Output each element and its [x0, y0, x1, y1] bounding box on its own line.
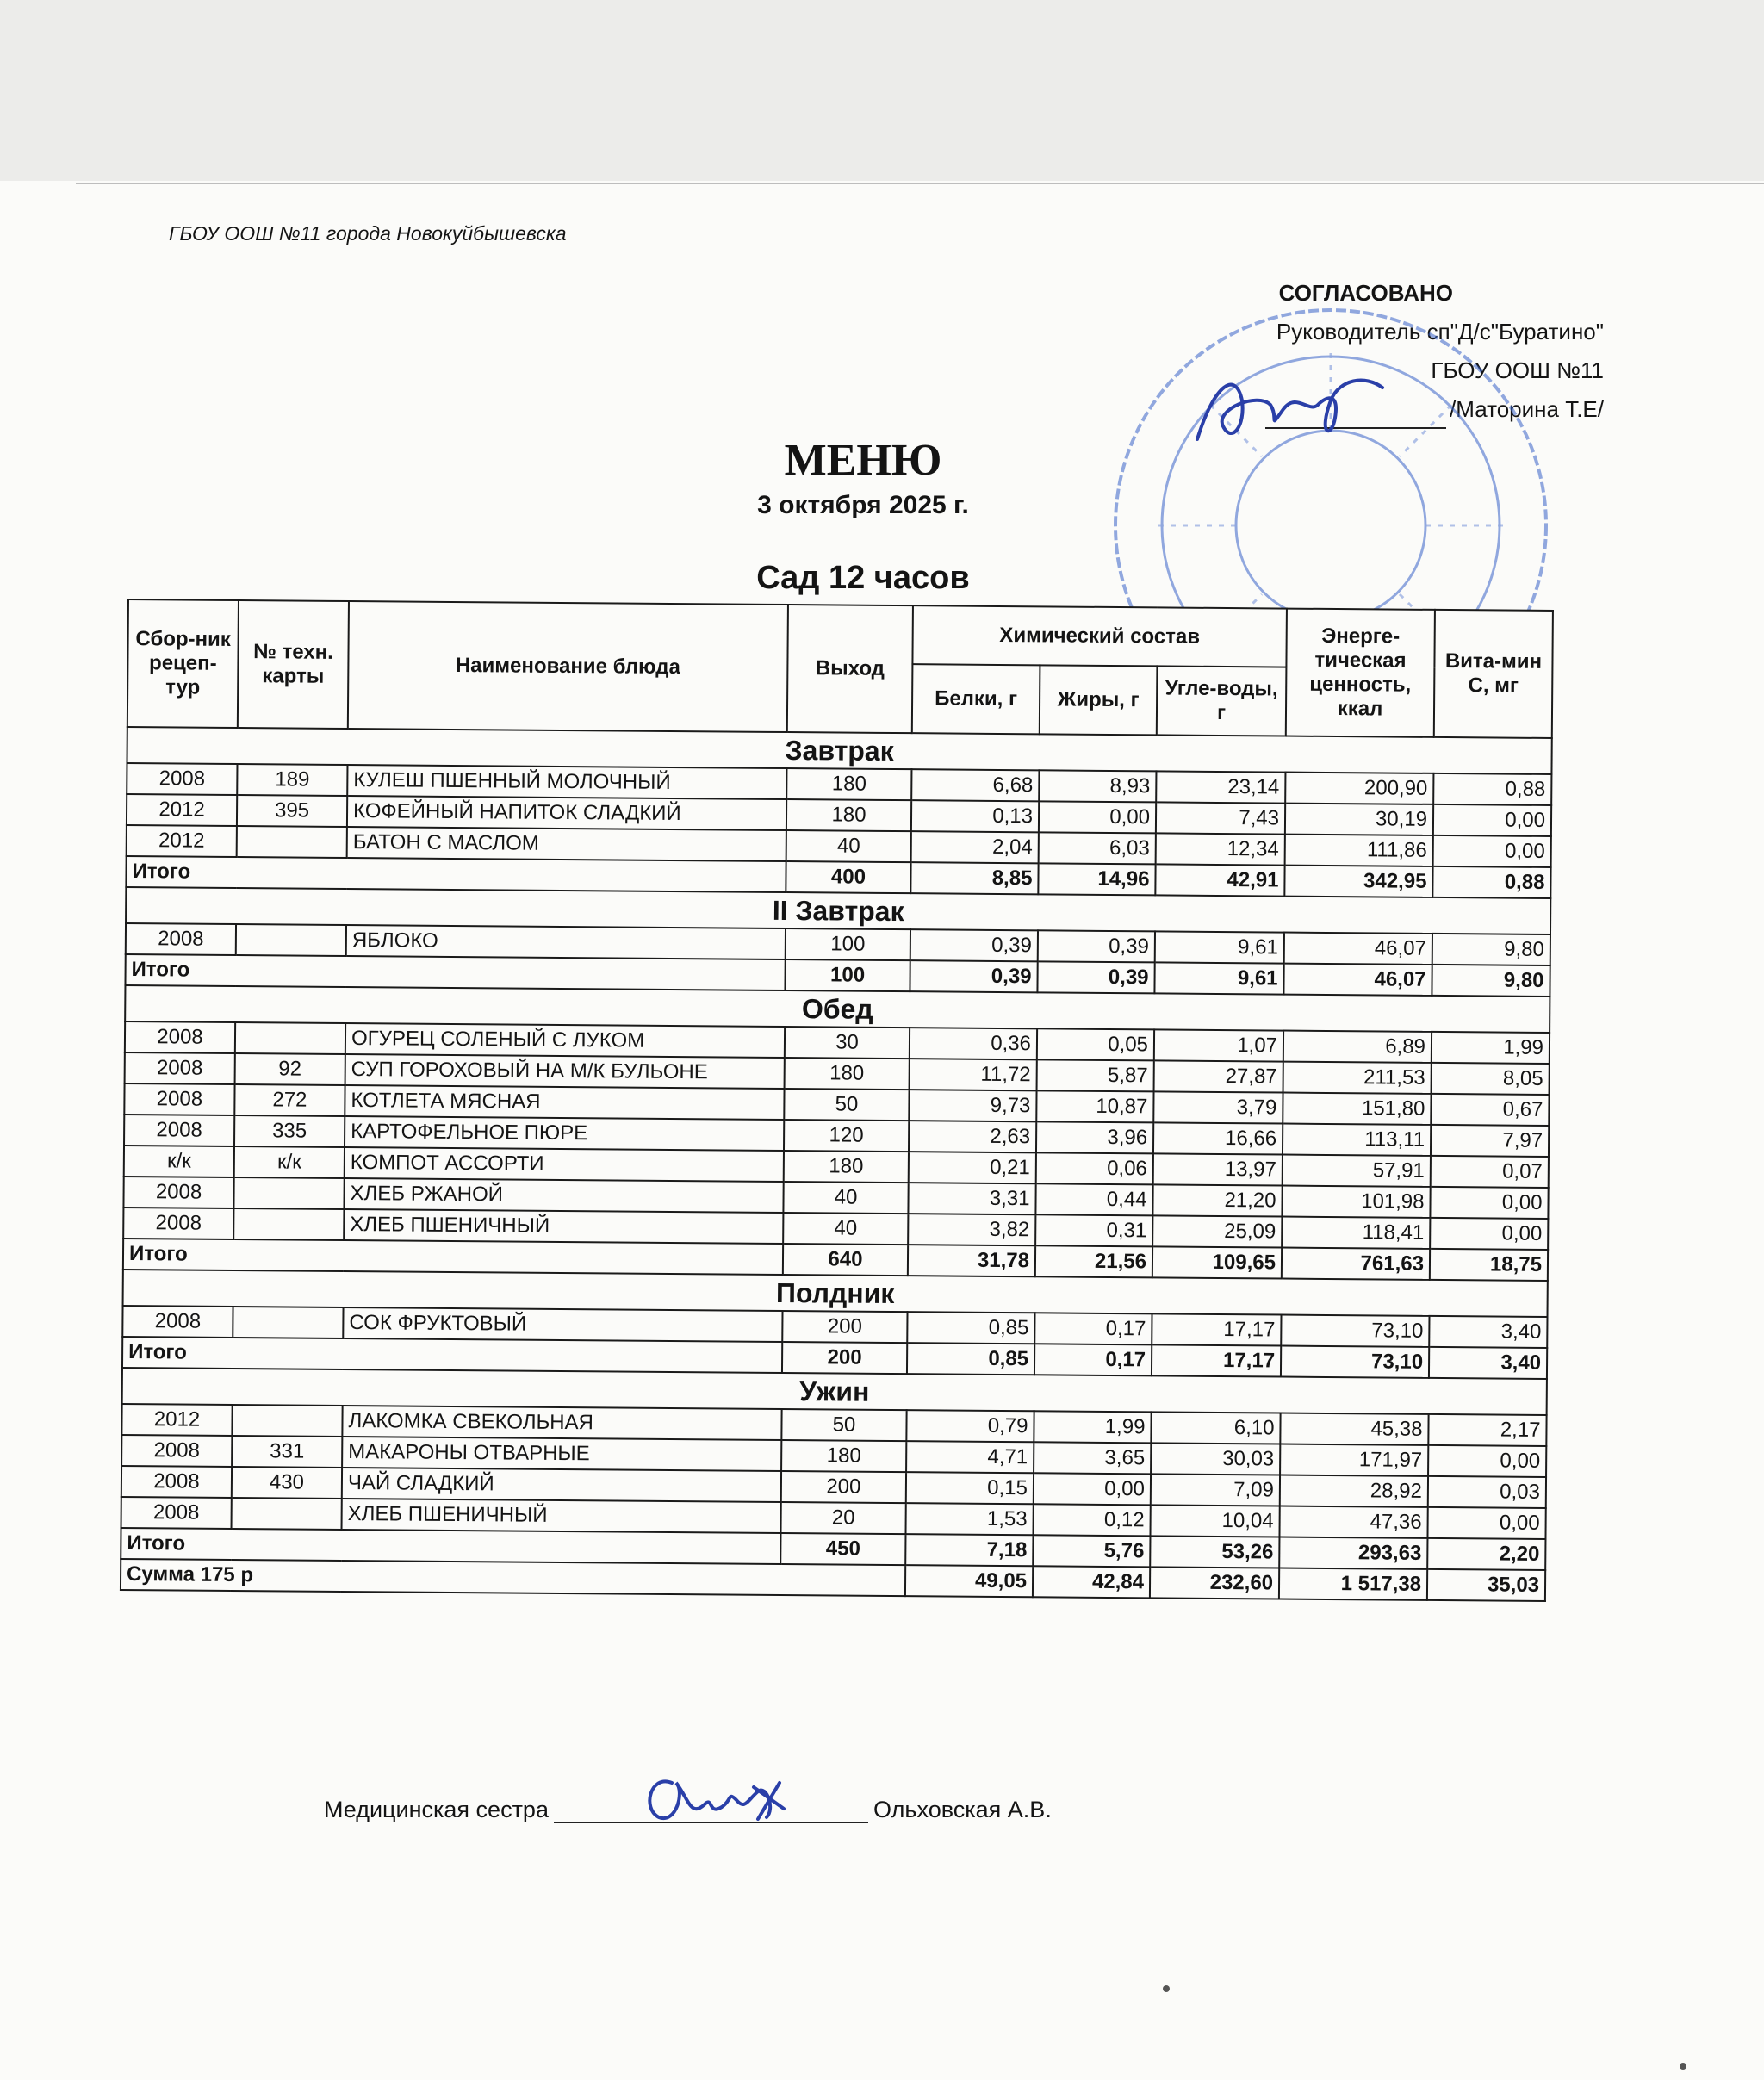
- cell-collection: 2008: [127, 763, 237, 795]
- total-protein: 0,85: [907, 1343, 1034, 1375]
- col-vitamin: Вита-мин С, мг: [1434, 610, 1553, 738]
- summary-vitamin: 35,03: [1427, 1569, 1545, 1601]
- cell-energy: 47,36: [1279, 1506, 1427, 1538]
- cell-collection: 2008: [124, 1083, 234, 1115]
- total-protein: 31,78: [908, 1245, 1035, 1276]
- summary-fat: 42,84: [1033, 1566, 1150, 1598]
- cell-protein: 6,68: [911, 769, 1039, 801]
- cell-energy: 28,92: [1280, 1475, 1428, 1507]
- approver-role: Руководитель сп"Д/с"Буратино": [1276, 319, 1604, 345]
- cell-output: 180: [786, 768, 911, 800]
- total-energy: 293,63: [1279, 1537, 1427, 1569]
- total-vitamin: 9,80: [1432, 965, 1550, 997]
- cell-dish: ХЛЕБ ПШЕНИЧНЫЙ: [344, 1209, 783, 1244]
- nurse-name: Ольховская А.В.: [873, 1797, 1052, 1822]
- cell-fat: 0,00: [1039, 801, 1156, 833]
- cell-output: 200: [781, 1471, 906, 1503]
- cell-fat: 0,39: [1038, 930, 1155, 962]
- total-carbs: 53,26: [1150, 1536, 1279, 1568]
- cell-output: 180: [785, 1058, 910, 1090]
- cell-output: 30: [785, 1027, 910, 1059]
- cell-protein: 3,31: [908, 1183, 1035, 1214]
- cell-carbs: 7,09: [1151, 1474, 1280, 1506]
- cell-dish: ЛАКОМКА СВЕКОЛЬНАЯ: [342, 1406, 781, 1440]
- total-label: Итого: [126, 856, 786, 892]
- cell-fat: 1,99: [1034, 1411, 1151, 1443]
- cell-protein: 9,73: [909, 1090, 1036, 1121]
- cell-protein: 0,13: [911, 800, 1039, 832]
- cell-dish: СОК ФРУКТОВЫЙ: [343, 1307, 782, 1342]
- total-protein: 0,39: [910, 960, 1037, 992]
- total-energy: 46,07: [1283, 964, 1432, 996]
- cell-fat: 0,31: [1035, 1214, 1152, 1246]
- cell-collection: 2008: [125, 1021, 235, 1053]
- total-output: 400: [786, 861, 910, 893]
- cell-protein: 0,39: [910, 929, 1038, 961]
- cell-tech-card: [235, 1022, 345, 1054]
- cell-collection: 2012: [127, 825, 237, 857]
- cell-dish: КОМПОТ АССОРТИ: [345, 1147, 784, 1182]
- total-label: Итого: [123, 1239, 783, 1275]
- cell-vitamin: 1,99: [1432, 1032, 1550, 1064]
- cell-energy: 57,91: [1283, 1155, 1431, 1187]
- cell-collection: 2008: [121, 1497, 232, 1529]
- section-title: Полдник: [123, 1270, 1548, 1317]
- cell-tech-card: [237, 826, 347, 858]
- cell-vitamin: 0,88: [1433, 773, 1551, 805]
- menu-table-wrapper: [120, 599, 1552, 1602]
- col-tech-card: № техн. карты: [238, 600, 349, 729]
- approver-org: ГБОУ ООШ №11: [1431, 357, 1604, 383]
- cell-carbs: 7,43: [1156, 802, 1285, 834]
- cell-tech-card: 335: [234, 1115, 345, 1147]
- cell-tech-card: к/к: [234, 1146, 345, 1178]
- total-fat: 0,39: [1037, 961, 1154, 993]
- summary-energy: 1 517,38: [1279, 1568, 1427, 1600]
- cell-carbs: 10,04: [1150, 1505, 1279, 1537]
- total-output: 200: [782, 1342, 907, 1374]
- cell-protein: 0,21: [909, 1152, 1036, 1183]
- cell-vitamin: 0,67: [1431, 1094, 1549, 1126]
- cell-collection: 2008: [121, 1466, 232, 1498]
- total-vitamin: 3,40: [1429, 1347, 1547, 1379]
- cell-dish: ЧАЙ СЛАДКИЙ: [342, 1468, 781, 1502]
- cell-protein: 0,15: [906, 1472, 1034, 1504]
- total-vitamin: 18,75: [1430, 1249, 1548, 1281]
- nurse-role: Медицинская сестра: [324, 1797, 549, 1822]
- cell-vitamin: 7,97: [1431, 1125, 1549, 1157]
- cell-vitamin: 0,00: [1430, 1218, 1548, 1250]
- cell-fat: 6,03: [1039, 832, 1156, 864]
- total-output: 640: [783, 1244, 908, 1276]
- cell-dish: ОГУРЕЦ СОЛЕНЫЙ С ЛУКОМ: [345, 1023, 785, 1058]
- cell-output: 100: [786, 928, 910, 960]
- cell-carbs: 3,79: [1153, 1091, 1283, 1123]
- cell-carbs: 25,09: [1152, 1215, 1282, 1247]
- cell-fat: 8,93: [1039, 770, 1156, 802]
- cell-energy: 111,86: [1285, 835, 1433, 866]
- cell-tech-card: 331: [232, 1436, 342, 1468]
- total-label: Итого: [125, 954, 785, 990]
- cell-protein: 1,53: [905, 1503, 1033, 1535]
- cell-energy: 113,11: [1283, 1124, 1431, 1156]
- col-dish: Наименование блюда: [348, 601, 788, 732]
- cell-fat: 10,87: [1036, 1090, 1153, 1122]
- cell-energy: 30,19: [1285, 804, 1433, 835]
- total-label: Итого: [122, 1337, 782, 1373]
- cell-tech-card: 272: [234, 1084, 345, 1116]
- cell-energy: 171,97: [1280, 1444, 1428, 1476]
- summary-carbs: 232,60: [1150, 1567, 1279, 1599]
- total-protein: 8,85: [910, 862, 1038, 894]
- total-fat: 0,17: [1034, 1344, 1152, 1375]
- cell-dish: ЯБЛОКО: [346, 925, 786, 959]
- cell-fat: 0,06: [1036, 1152, 1153, 1184]
- cell-output: 180: [784, 1151, 909, 1183]
- cell-fat: 0,44: [1035, 1183, 1152, 1215]
- cell-fat: 0,12: [1033, 1504, 1150, 1536]
- col-carbs: Угле-воды, г: [1157, 666, 1287, 736]
- cell-dish: КОТЛЕТА МЯСНАЯ: [345, 1085, 784, 1120]
- cell-energy: 101,98: [1282, 1186, 1430, 1218]
- total-energy: 73,10: [1281, 1346, 1429, 1378]
- scan-top-margin: [0, 0, 1764, 185]
- cell-carbs: 30,03: [1151, 1443, 1280, 1475]
- cell-vitamin: 0,00: [1430, 1187, 1548, 1219]
- cell-fat: 0,05: [1037, 1028, 1154, 1060]
- organization-name: ГБОУ ООШ №11 города Новокуйбышевска: [169, 222, 567, 245]
- cell-protein: 11,72: [910, 1059, 1037, 1090]
- cell-output: 50: [781, 1409, 906, 1441]
- document-title: МЕНЮ: [784, 436, 942, 485]
- cell-output: 50: [784, 1089, 909, 1121]
- cell-tech-card: 395: [237, 795, 347, 827]
- cell-output: 180: [786, 799, 911, 831]
- cell-carbs: 23,14: [1156, 771, 1285, 803]
- section-title: Завтрак: [127, 727, 1551, 774]
- cell-output: 20: [781, 1502, 906, 1534]
- total-label: Итого: [121, 1528, 780, 1564]
- section-title: Обед: [125, 985, 1550, 1033]
- cell-vitamin: 0,00: [1433, 804, 1551, 836]
- cell-dish: КАРТОФЕЛЬНОЕ ПЮРЕ: [345, 1116, 784, 1151]
- menu-table: [120, 599, 1554, 1602]
- cell-collection: 2008: [121, 1435, 232, 1467]
- total-carbs: 109,65: [1152, 1246, 1282, 1278]
- cell-dish: СУП ГОРОХОВЫЙ НА М/К БУЛЬОНЕ: [345, 1054, 785, 1089]
- cell-collection: 2008: [125, 1052, 235, 1084]
- cell-protein: 0,36: [910, 1028, 1037, 1059]
- total-output: 450: [780, 1533, 905, 1565]
- total-protein: 7,18: [905, 1534, 1033, 1566]
- cell-dish: КОФЕЙНЫЙ НАПИТОК СЛАДКИЙ: [347, 796, 786, 830]
- cell-tech-card: [233, 1307, 343, 1338]
- cell-vitamin: 0,00: [1427, 1507, 1545, 1539]
- cell-carbs: 21,20: [1152, 1184, 1282, 1216]
- cell-energy: 6,89: [1283, 1031, 1432, 1063]
- cell-vitamin: 0,07: [1431, 1156, 1549, 1188]
- cell-dish: ХЛЕБ РЖАНОЙ: [344, 1178, 783, 1213]
- cell-tech-card: [232, 1405, 342, 1437]
- cell-carbs: 27,87: [1154, 1060, 1283, 1092]
- col-fat: Жиры, г: [1040, 665, 1158, 735]
- cell-dish: БАТОН С МАСЛОМ: [347, 827, 786, 861]
- cell-energy: 46,07: [1284, 933, 1432, 965]
- cell-output: 120: [784, 1120, 909, 1152]
- cell-energy: 45,38: [1280, 1413, 1428, 1445]
- cell-carbs: 6,10: [1151, 1412, 1280, 1444]
- nurse-signature: [637, 1757, 792, 1835]
- cell-collection: 2012: [121, 1404, 232, 1436]
- total-energy: 761,63: [1282, 1248, 1430, 1280]
- menu-date: 3 октября 2025 г.: [757, 491, 969, 519]
- cell-tech-card: 430: [232, 1467, 342, 1499]
- cell-collection: 2008: [123, 1208, 233, 1239]
- cell-vitamin: 3,40: [1429, 1316, 1547, 1348]
- cell-collection: 2012: [127, 794, 237, 826]
- cell-collection: 2008: [123, 1177, 233, 1208]
- summary-protein: 49,05: [905, 1565, 1033, 1597]
- cell-output: 40: [783, 1213, 908, 1245]
- scan-edge-line: [76, 183, 1764, 184]
- cell-vitamin: 8,05: [1432, 1063, 1550, 1095]
- approval-title: СОГЛАСОВАНО: [1278, 280, 1453, 306]
- total-output: 100: [785, 959, 910, 991]
- cell-vitamin: 9,80: [1432, 934, 1550, 965]
- section-title: Ужин: [122, 1368, 1547, 1415]
- col-output: Выход: [787, 605, 913, 733]
- cell-carbs: 1,07: [1154, 1029, 1283, 1061]
- cell-tech-card: [232, 1498, 342, 1530]
- cell-carbs: 17,17: [1152, 1313, 1281, 1345]
- cell-vitamin: 0,00: [1433, 835, 1551, 867]
- cell-collection: к/к: [124, 1146, 234, 1177]
- total-carbs: 17,17: [1152, 1344, 1281, 1376]
- cell-fat: 3,96: [1036, 1121, 1153, 1153]
- cell-collection: 2008: [124, 1115, 234, 1146]
- cell-fat: 5,87: [1037, 1059, 1154, 1091]
- total-carbs: 9,61: [1154, 962, 1283, 994]
- cell-energy: 73,10: [1281, 1315, 1429, 1347]
- total-energy: 342,95: [1284, 866, 1432, 897]
- cell-collection: 2008: [122, 1306, 233, 1338]
- cell-carbs: 16,66: [1153, 1122, 1283, 1154]
- cell-carbs: 13,97: [1153, 1153, 1283, 1185]
- cell-output: 180: [781, 1440, 906, 1472]
- cell-output: 40: [786, 830, 911, 862]
- menu-group: Сад 12 часов: [756, 560, 970, 596]
- col-protein: Белки, г: [912, 664, 1040, 734]
- cell-carbs: 9,61: [1155, 931, 1284, 963]
- cell-dish: МАКАРОНЫ ОТВАРНЫЕ: [342, 1437, 781, 1471]
- total-fat: 14,96: [1038, 863, 1155, 895]
- cell-protein: 2,63: [909, 1121, 1036, 1152]
- cell-collection: 2008: [126, 923, 236, 955]
- cell-fat: 3,65: [1034, 1442, 1151, 1474]
- cell-protein: 0,85: [907, 1312, 1034, 1344]
- cell-vitamin: 0,00: [1428, 1445, 1546, 1477]
- cell-vitamin: 2,17: [1428, 1414, 1546, 1446]
- cell-carbs: 12,34: [1156, 833, 1285, 865]
- col-chem: Химический состав: [912, 605, 1287, 667]
- total-vitamin: 2,20: [1427, 1538, 1545, 1570]
- cell-protein: 2,04: [911, 831, 1039, 863]
- col-energy: Энерге-тическая ценность, ккал: [1286, 609, 1435, 737]
- col-collection: Сбор-ник рецеп-тур: [127, 599, 239, 728]
- cell-tech-card: [233, 1177, 344, 1209]
- cell-tech-card: 189: [237, 764, 347, 796]
- cell-protein: 4,71: [906, 1441, 1034, 1473]
- cell-energy: 211,53: [1283, 1062, 1432, 1094]
- cell-protein: 3,82: [908, 1214, 1035, 1245]
- cell-protein: 0,79: [906, 1410, 1034, 1442]
- cell-fat: 0,17: [1034, 1313, 1152, 1344]
- section-title: II Завтрак: [126, 887, 1550, 934]
- total-fat: 5,76: [1033, 1535, 1150, 1567]
- cell-tech-card: [236, 924, 346, 956]
- menu-table-body: [121, 727, 1552, 1601]
- scan-speck: [1163, 1985, 1170, 1992]
- cell-energy: 151,80: [1283, 1093, 1431, 1125]
- summary-label: Сумма 175 р: [121, 1559, 905, 1596]
- cell-fat: 0,00: [1034, 1473, 1151, 1505]
- total-vitamin: 0,88: [1432, 866, 1550, 898]
- total-carbs: 42,91: [1155, 864, 1284, 896]
- cell-output: 200: [782, 1311, 907, 1343]
- cell-energy: 200,90: [1285, 773, 1433, 804]
- scan-speck: [1680, 2063, 1686, 2070]
- approver-name: /Маторина Т.Е/: [1450, 396, 1604, 422]
- cell-dish: ХЛЕБ ПШЕНИЧНЫЙ: [342, 1499, 781, 1533]
- cell-vitamin: 0,03: [1428, 1476, 1546, 1508]
- cell-dish: КУЛЕШ ПШЕННЫЙ МОЛОЧНЫЙ: [347, 765, 786, 799]
- cell-tech-card: 92: [235, 1053, 345, 1085]
- cell-tech-card: [233, 1208, 344, 1240]
- cell-energy: 118,41: [1282, 1217, 1430, 1249]
- cell-output: 40: [783, 1182, 908, 1214]
- total-fat: 21,56: [1035, 1245, 1152, 1277]
